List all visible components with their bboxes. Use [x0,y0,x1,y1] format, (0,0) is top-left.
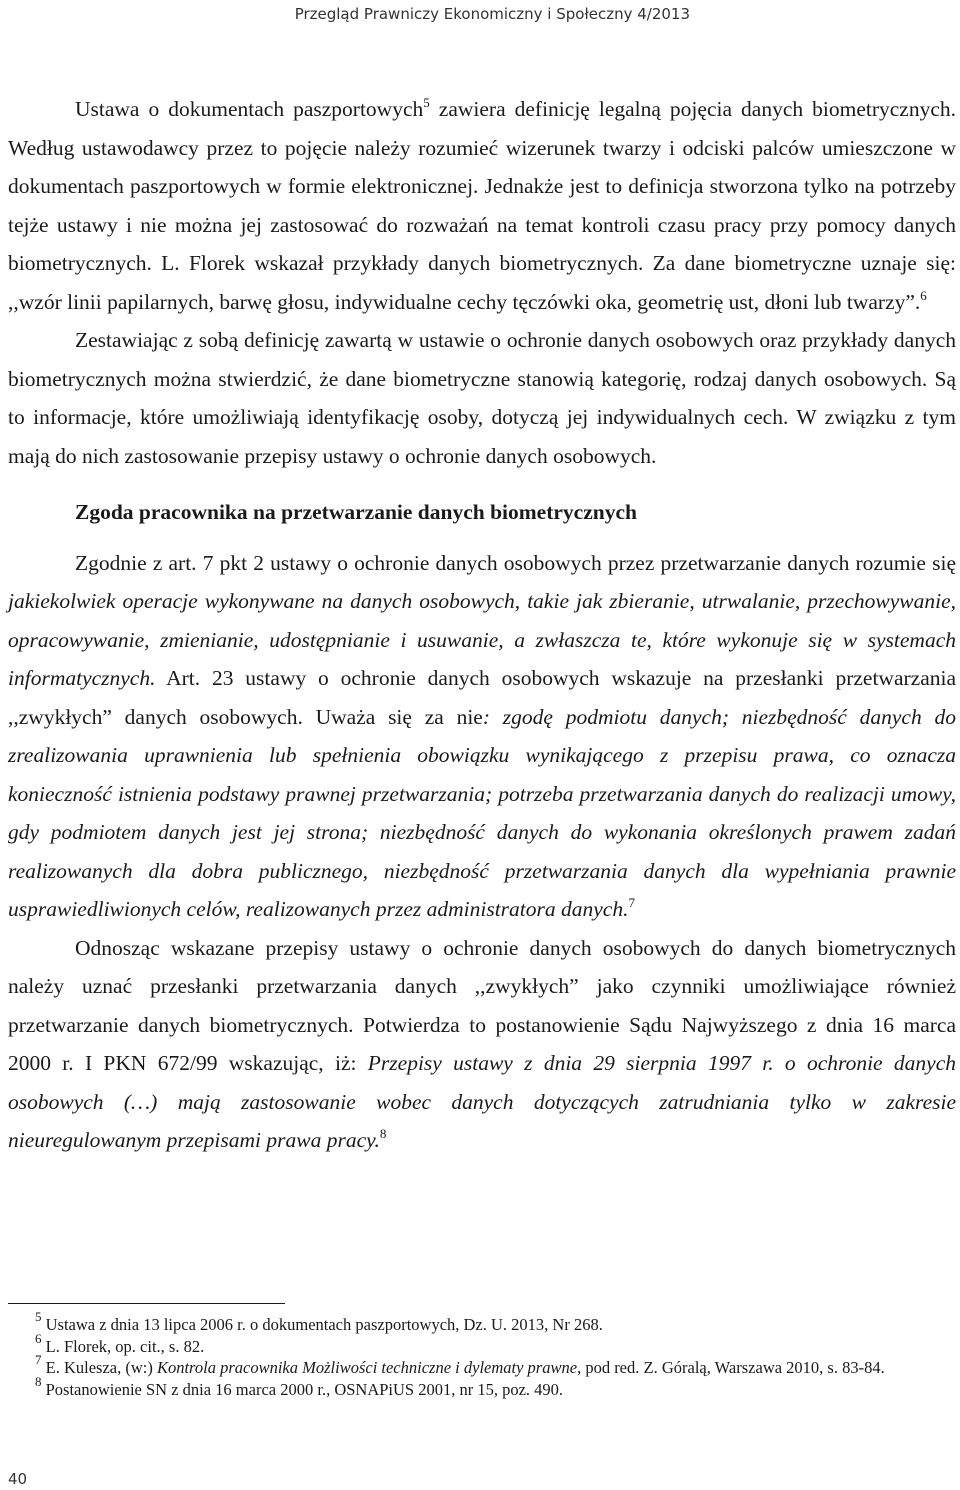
paragraph-1-text-a: Ustawa o dokumentach paszportowych [75,97,424,121]
footnote-number: 5 [35,1309,42,1324]
paragraph-3-quote-2: : zgodę podmiotu danych; niezbędność danych do zrealizowania uprawnienia lub spełnienia obowiązku wynikającego z przepisu prawa, co oznacza konieczność istnienia podstawy prawnej przetwarzania; potrzeba przetwarzania danych do realizacji umowy, gdy podmiotem danych jest jej strona; niezbędność danych do wykonania określonych prawem zadań realizowanych dla dobra publicznego, niezbędność przetwarzania danych dla wypełniania prawnie usprawiedliwionych celów, realizowanych przez administratora danych. [8,704,956,921]
paragraph-4 [8,929,956,1160]
paragraph-1 [8,90,956,321]
article-body [8,90,956,1160]
footnote-7 [8,1352,956,1379]
footnote-text: L. Florek, op. cit., s. 82. [41,1336,205,1356]
paragraph-3-quote-1: jakiekolwiek operacje wykonywane na danych osobowych, takie jak zbieranie, utrwalanie, przechowywanie, opracowywanie, zmienianie, udostępnianie i usuwanie, a zwłaszcza te, które wykonuje się w systemach informatycznych. [8,589,956,690]
footnote-text: , pod red. Z. Góralą, Warszawa 2010, s. 83-84. [577,1358,885,1377]
paragraph-3 [8,544,956,929]
paragraph-1-text-b: zawiera definicję legalną pojęcia danych biometrycznych. Według ustawodawcy przez to pojęcie należy rozumieć wizerunek twarzy i odciski palców umieszczone w dokumentach paszportowych w formie elektronicznej. Jednakże jest to definicja stworzona tylko na potrzeby tejże ustawy i nie można jej zastosować do rozważań na temat kontroli czasu pracy przy pomocy danych biometrycznych. L. Florek wskazał przykłady danych biometrycznych. Za dane biometryczne uznaje się: ,,wzór linii papilarnych, barwę głosu, indywidualne cechy tęczówki oka, geometrię ust, dłoni lub twarzy”. [8,97,956,314]
footnotes [8,1309,956,1400]
footnote-ref-5[interactable]: 5 [423,95,430,110]
footnote-ref-7[interactable]: 7 [628,895,635,910]
paragraph-3-text-b: Art. 23 ustawy o ochronie danych osobowych wskazuje na przesłanki przetwarzania ,,zwykłych” danych osobowych. Uważa się za nie [8,666,956,729]
footnote-text: Ustawa z dnia 13 lipca 2006 r. o dokumentach paszportowych, Dz. U. 2013, Nr 268. [41,1315,603,1334]
paragraph-4-quote: Przepisy ustawy z dnia 29 sierpnia 1997 r. o ochronie danych osobowych (…) mają zastosowanie wobec danych dotyczących zatrudniania tylko w zakresie nieuregulowanym przepisami prawa pracy. [8,1051,956,1152]
footnote-text: E. Kulesza, (w:) [41,1358,157,1377]
footnote-cited-title: Kontrola pracownika Możliwości techniczne i dylematy prawne [156,1358,578,1377]
footnote-8 [8,1373,956,1401]
footnote-number: 7 [35,1352,42,1367]
page-number: 40 [8,1470,28,1488]
footnote-number: 6 [35,1330,42,1346]
paragraph-4-text-a: Odnosząc wskazane przepisy ustawy o ochronie danych osobowych do danych biometrycznych należy uznać przesłanki przetwarzania danych ,,zwykłych” jako czynniki umożliwiające również przetwarzanie danych biometrycznych. Potwierdza to postanowienie Sądu Najwyższego z dnia 16 marca 2000 r. I PKN 672/99 wskazując, iż: [8,935,956,1075]
footnote-5 [8,1309,956,1336]
footnote-number: 8 [35,1373,42,1389]
footnote-ref-6[interactable]: 6 [920,287,927,303]
journal-header: Przegląd Prawniczy Ekonomiczny i Społeczny 4/2013 [294,5,690,23]
footnote-separator [8,1303,285,1304]
footnote-ref-8[interactable]: 8 [379,1126,387,1141]
paragraph-3-text-a: Zgodnie z art. 7 pkt 2 ustawy o ochronie danych osobowych przez przetwarzanie danych rozumie się [75,550,956,575]
footnote-text: Postanowienie SN z dnia 16 marca 2000 r., OSNAPiUS 2001, nr 15, poz. 490. [41,1379,564,1399]
footnote-6 [8,1330,956,1358]
paragraph-2: Zestawiając z sobą definicję zawartą w ustawie o ochronie danych osobowych oraz przykłady danych biometrycznych można stwierdzić, że dane biometryczne stanowią kategorię, rodzaj danych osobowych. Są to informacje, które umożliwiają identyfikację osoby, dotyczą jej indywidualnych cech. W związku z tym mają do nich zastosowanie przepisy ustawy o ochronie danych osobowych. [8,328,956,468]
section-heading: Zgoda pracownika na przetwarzanie danych biometrycznych [75,500,637,524]
